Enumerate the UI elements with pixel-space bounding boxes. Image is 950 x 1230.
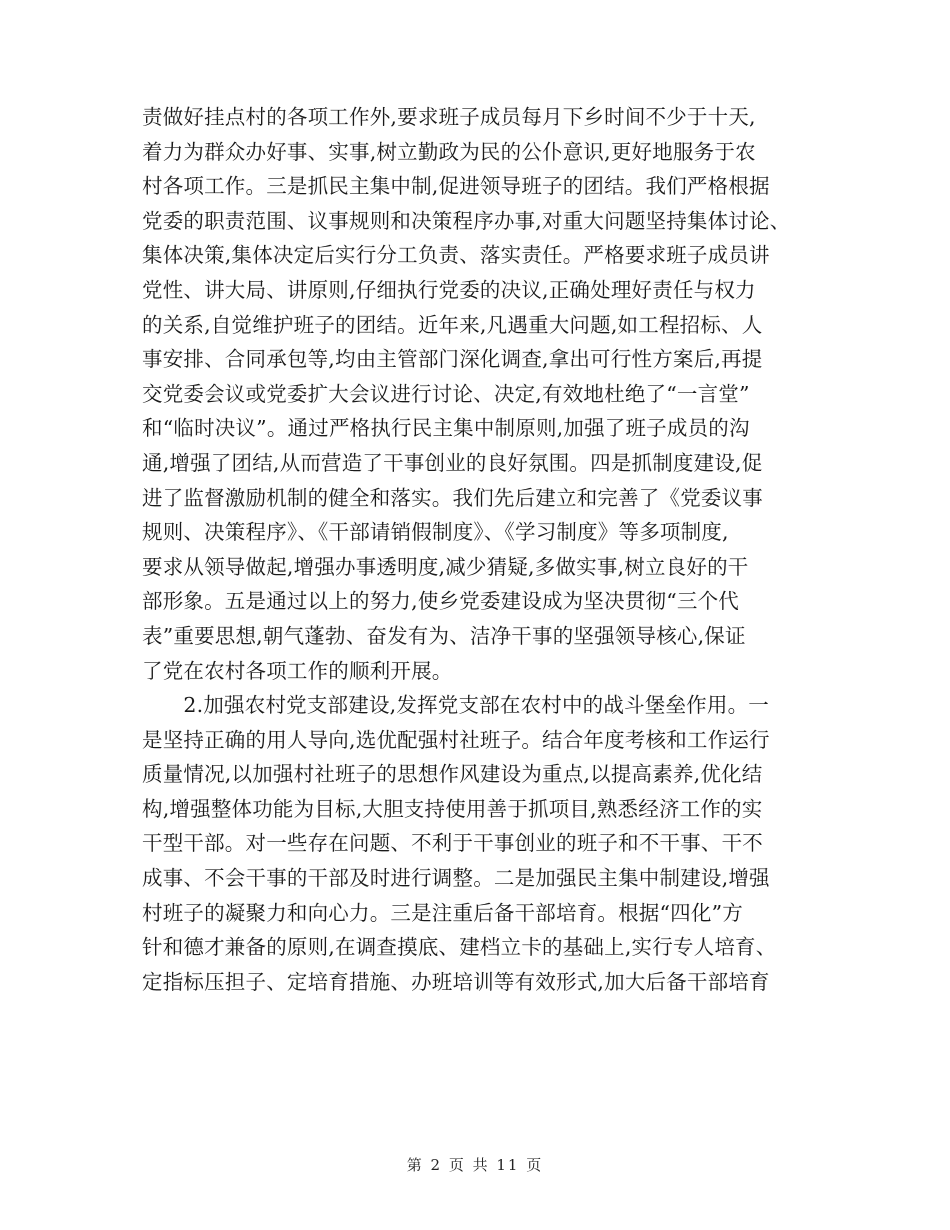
paragraph-start-line: 2.加强农村党支部建设,发挥党支部在农村中的战斗堡垒作用。一 — [142, 693, 769, 718]
text-line: 质量情况,以加强村社班子的思想作风建设为重点,以提高素养,优化结 — [142, 762, 763, 787]
text-line: 了党在农村各项工作的顺利开展。 — [142, 658, 453, 683]
text-line: 进了监督激励机制的健全和落实。我们先后建立和完善了《党委议事 — [142, 485, 763, 510]
text-line: 针和德才兼备的原则,在调查摸底、建档立卡的基础上,实行专人培育、 — [142, 935, 777, 960]
text-line: 定指标压担子、定培育措施、办班培训等有效形式,加大后备干部培育 — [142, 969, 770, 994]
body-text — [142, 100, 812, 999]
text-line: 成事、不会干事的干部及时进行调整。二是加强民主集中制建设,增强 — [142, 866, 770, 891]
text-line: 党性、讲大局、讲原则,仔细执行党委的决议,正确处理好责任与权力 — [142, 277, 756, 302]
text-line: 通,增强了团结,从而营造了干事创业的良好氛围。四是抓制度建设,促 — [142, 450, 763, 475]
text-line: 集体决策,集体决定后实行分工负责、落实责任。严格要求班子成员讲 — [142, 243, 770, 268]
text-line: 要求从领导做起,增强办事透明度,减少猜疑,多做实事,树立良好的干 — [142, 554, 749, 579]
text-line: 的关系,自觉维护班子的团结。近年来,凡遇重大问题,如工程招标、人 — [142, 312, 763, 337]
text-line: 党委的职责范围、议事规则和决策程序办事,对重大问题坚持集体讨论、 — [142, 208, 791, 233]
page-number-footer: 第 2 页 共 11 页 — [406, 1156, 544, 1174]
text-line: 表”重要思想,朝气蓬勃、奋发有为、洁净干事的坚强领导核心,保证 — [142, 623, 746, 648]
text-line: 部形象。五是通过以上的努力,使乡党委建设成为坚决贯彻“三个代 — [142, 589, 739, 614]
text-line: 和“临时决议”。通过严格执行民主集中制原则,加强了班子成员的沟 — [142, 416, 750, 441]
text-line: 交党委会议或党委扩大会议进行讨论、决定,有效地杜绝了“一言堂” — [142, 381, 750, 406]
text-line: 事安排、合同承包等,均由主管部门深化调查,拿出可行性方案后,再提 — [142, 347, 763, 372]
text-line: 村班子的凝聚力和向心力。三是注重后备干部培育。根据“四化”方 — [142, 900, 743, 925]
text-line: 构,增强整体功能为目标,大胆支持使用善于抓项目,熟悉经济工作的实 — [142, 796, 763, 821]
text-line: 村各项工作。三是抓民主集中制,促进领导班子的团结。我们严格根据 — [142, 174, 770, 199]
text-line: 干型干部。对一些存在问题、不利于干事创业的班子和不干事、干不 — [142, 831, 763, 856]
text-line: 责做好挂点村的各项工作外,要求班子成员每月下乡时间不少于十天, — [142, 105, 756, 129]
text-line: 着力为群众办好事、实事,树立勤政为民的公仆意识,更好地服务于农 — [142, 139, 756, 164]
text-line: 是坚持正确的用人导向,选优配强村社班子。结合年度考核和工作运行 — [142, 727, 770, 752]
text-line: 规则、决策程序》、《干部请销假制度》、《学习制度》等多项制度, — [142, 520, 729, 545]
